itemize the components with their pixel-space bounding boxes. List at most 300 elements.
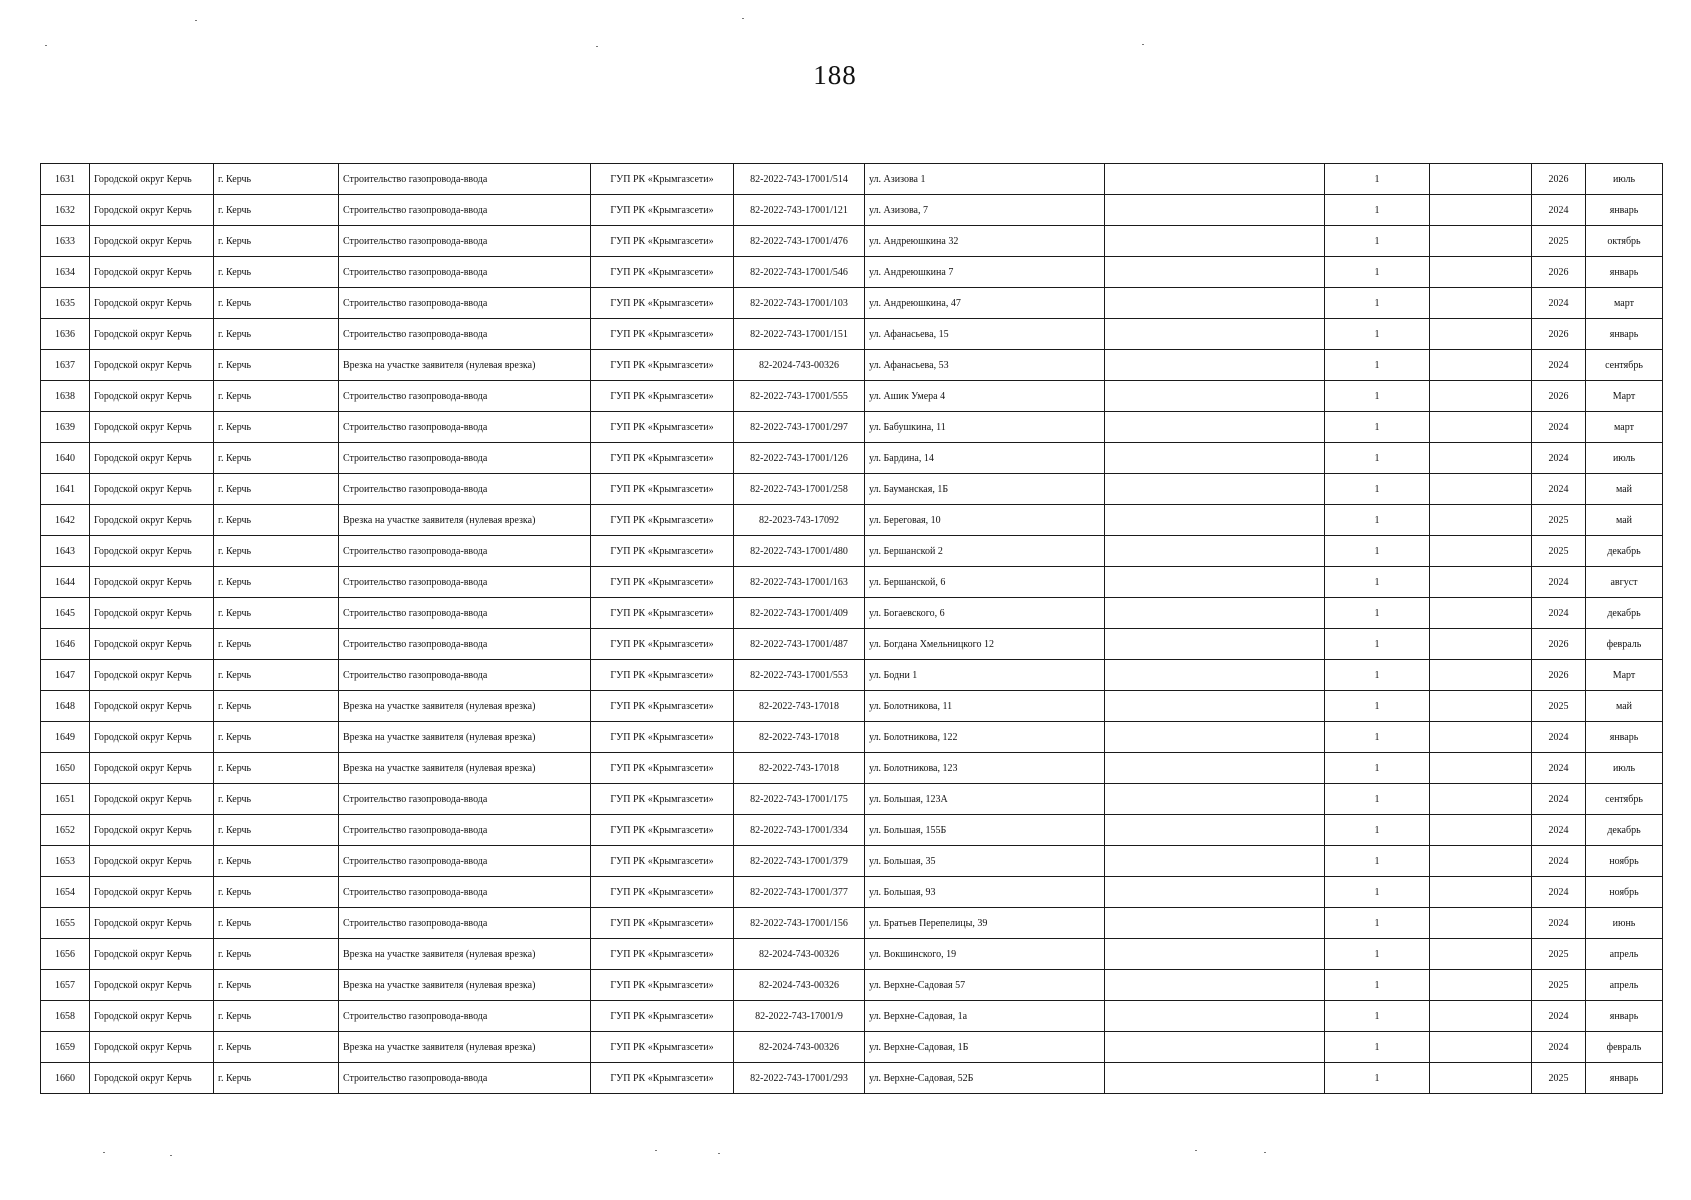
city-cell: г. Керчь (214, 908, 339, 939)
year-cell: 2024 (1532, 195, 1586, 226)
city-cell: г. Керчь (214, 846, 339, 877)
row-number: 1646 (41, 629, 90, 660)
request-code-cell: 82-2022-743-17001/555 (734, 381, 865, 412)
request-code-cell: 82-2022-743-17001/553 (734, 660, 865, 691)
registry-rows (41, 164, 1663, 1094)
region-cell: Городской округ Керчь (90, 722, 214, 753)
table-row (41, 1063, 1663, 1094)
table-row (41, 877, 1663, 908)
city-cell: г. Керчь (214, 505, 339, 536)
region-cell: Городской округ Керчь (90, 567, 214, 598)
empty-cell (1430, 660, 1532, 691)
address-cell: ул. Большая, 155Б (865, 815, 1105, 846)
organization-cell: ГУП РК «Крымгазсети» (591, 536, 734, 567)
quantity-cell: 1 (1325, 350, 1430, 381)
address-cell: ул. Бардина, 14 (865, 443, 1105, 474)
month-cell: март (1586, 288, 1663, 319)
table-row (41, 660, 1663, 691)
address-cell: ул. Ашик Умера 4 (865, 381, 1105, 412)
table-row (41, 598, 1663, 629)
work-type-cell: Строительство газопровода-ввода (339, 288, 591, 319)
row-number: 1642 (41, 505, 90, 536)
row-number: 1636 (41, 319, 90, 350)
organization-cell: ГУП РК «Крымгазсети» (591, 1063, 734, 1094)
region-cell: Городской округ Керчь (90, 877, 214, 908)
address-cell: ул. Андреюшкина, 47 (865, 288, 1105, 319)
region-cell: Городской округ Керчь (90, 412, 214, 443)
empty-cell (1430, 939, 1532, 970)
quantity-cell: 1 (1325, 598, 1430, 629)
table-row (41, 970, 1663, 1001)
row-number: 1653 (41, 846, 90, 877)
address-cell: ул. Большая, 123А (865, 784, 1105, 815)
work-type-cell: Врезка на участке заявителя (нулевая врезка) (339, 970, 591, 1001)
address-cell: ул. Большая, 35 (865, 846, 1105, 877)
request-code-cell: 82-2024-743-00326 (734, 939, 865, 970)
organization-cell: ГУП РК «Крымгазсети» (591, 722, 734, 753)
year-cell: 2024 (1532, 474, 1586, 505)
table-row (41, 443, 1663, 474)
year-cell: 2024 (1532, 753, 1586, 784)
row-number: 1632 (41, 195, 90, 226)
quantity-cell: 1 (1325, 505, 1430, 536)
work-type-cell: Врезка на участке заявителя (нулевая врезка) (339, 722, 591, 753)
empty-cell (1430, 784, 1532, 815)
empty-cell (1105, 164, 1325, 195)
month-cell: январь (1586, 1001, 1663, 1032)
month-cell: ноябрь (1586, 846, 1663, 877)
quantity-cell: 1 (1325, 846, 1430, 877)
work-type-cell: Строительство газопровода-ввода (339, 319, 591, 350)
request-code-cell: 82-2022-743-17001/379 (734, 846, 865, 877)
request-code-cell: 82-2022-743-17001/297 (734, 412, 865, 443)
empty-cell (1105, 753, 1325, 784)
month-cell: январь (1586, 195, 1663, 226)
work-type-cell: Врезка на участке заявителя (нулевая врезка) (339, 691, 591, 722)
table-row (41, 288, 1663, 319)
city-cell: г. Керчь (214, 970, 339, 1001)
address-cell: ул. Афанасьева, 53 (865, 350, 1105, 381)
request-code-cell: 82-2022-743-17001/121 (734, 195, 865, 226)
empty-cell (1430, 722, 1532, 753)
month-cell: сентябрь (1586, 784, 1663, 815)
region-cell: Городской округ Керчь (90, 908, 214, 939)
quantity-cell: 1 (1325, 288, 1430, 319)
organization-cell: ГУП РК «Крымгазсети» (591, 164, 734, 195)
city-cell: г. Керчь (214, 1063, 339, 1094)
organization-cell: ГУП РК «Крымгазсети» (591, 846, 734, 877)
year-cell: 2024 (1532, 815, 1586, 846)
empty-cell (1105, 660, 1325, 691)
organization-cell: ГУП РК «Крымгазсети» (591, 474, 734, 505)
work-type-cell: Строительство газопровода-ввода (339, 908, 591, 939)
year-cell: 2024 (1532, 877, 1586, 908)
city-cell: г. Керчь (214, 939, 339, 970)
city-cell: г. Керчь (214, 877, 339, 908)
work-type-cell: Строительство газопровода-ввода (339, 195, 591, 226)
row-number: 1658 (41, 1001, 90, 1032)
address-cell: ул. Азизова, 7 (865, 195, 1105, 226)
scan-speck (596, 46, 598, 47)
organization-cell: ГУП РК «Крымгазсети» (591, 226, 734, 257)
work-type-cell: Строительство газопровода-ввода (339, 443, 591, 474)
work-type-cell: Строительство газопровода-ввода (339, 412, 591, 443)
empty-cell (1430, 350, 1532, 381)
address-cell: ул. Богаевского, 6 (865, 598, 1105, 629)
organization-cell: ГУП РК «Крымгазсети» (591, 753, 734, 784)
empty-cell (1105, 443, 1325, 474)
quantity-cell: 1 (1325, 815, 1430, 846)
row-number: 1641 (41, 474, 90, 505)
scan-speck (1264, 1152, 1266, 1153)
city-cell: г. Керчь (214, 722, 339, 753)
organization-cell: ГУП РК «Крымгазсети» (591, 288, 734, 319)
address-cell: ул. Верхне-Садовая, 1Б (865, 1032, 1105, 1063)
empty-cell (1430, 505, 1532, 536)
row-number: 1647 (41, 660, 90, 691)
empty-cell (1105, 288, 1325, 319)
city-cell: г. Керчь (214, 815, 339, 846)
year-cell: 2024 (1532, 784, 1586, 815)
city-cell: г. Керчь (214, 350, 339, 381)
request-code-cell: 82-2022-743-17001/163 (734, 567, 865, 598)
table-row (41, 939, 1663, 970)
table-row (41, 505, 1663, 536)
month-cell: май (1586, 474, 1663, 505)
table-row (41, 381, 1663, 412)
year-cell: 2025 (1532, 1063, 1586, 1094)
month-cell: апрель (1586, 939, 1663, 970)
work-type-cell: Строительство газопровода-ввода (339, 226, 591, 257)
row-number: 1639 (41, 412, 90, 443)
region-cell: Городской округ Керчь (90, 1032, 214, 1063)
month-cell: январь (1586, 319, 1663, 350)
year-cell: 2026 (1532, 319, 1586, 350)
region-cell: Городской округ Керчь (90, 753, 214, 784)
address-cell: ул. Андреюшкина 7 (865, 257, 1105, 288)
organization-cell: ГУП РК «Крымгазсети» (591, 195, 734, 226)
month-cell: декабрь (1586, 598, 1663, 629)
month-cell: ноябрь (1586, 877, 1663, 908)
organization-cell: ГУП РК «Крымгазсети» (591, 908, 734, 939)
row-number: 1654 (41, 877, 90, 908)
row-number: 1633 (41, 226, 90, 257)
year-cell: 2024 (1532, 908, 1586, 939)
page-number: 188 (813, 60, 857, 90)
work-type-cell: Строительство газопровода-ввода (339, 877, 591, 908)
city-cell: г. Керчь (214, 567, 339, 598)
region-cell: Городской округ Керчь (90, 195, 214, 226)
address-cell: ул. Братьев Перепелицы, 39 (865, 908, 1105, 939)
empty-cell (1105, 567, 1325, 598)
year-cell: 2024 (1532, 288, 1586, 319)
row-number: 1655 (41, 908, 90, 939)
region-cell: Городской округ Керчь (90, 257, 214, 288)
quantity-cell: 1 (1325, 381, 1430, 412)
row-number: 1657 (41, 970, 90, 1001)
request-code-cell: 82-2022-743-17001/258 (734, 474, 865, 505)
quantity-cell: 1 (1325, 939, 1430, 970)
quantity-cell: 1 (1325, 691, 1430, 722)
request-code-cell: 82-2023-743-17092 (734, 505, 865, 536)
empty-cell (1430, 877, 1532, 908)
year-cell: 2026 (1532, 381, 1586, 412)
year-cell: 2024 (1532, 350, 1586, 381)
table-row (41, 629, 1663, 660)
empty-cell (1105, 1032, 1325, 1063)
empty-cell (1430, 567, 1532, 598)
organization-cell: ГУП РК «Крымгазсети» (591, 412, 734, 443)
region-cell: Городской округ Керчь (90, 474, 214, 505)
city-cell: г. Керчь (214, 319, 339, 350)
year-cell: 2024 (1532, 1032, 1586, 1063)
organization-cell: ГУП РК «Крымгазсети» (591, 815, 734, 846)
organization-cell: ГУП РК «Крымгазсети» (591, 1001, 734, 1032)
request-code-cell: 82-2022-743-17018 (734, 753, 865, 784)
month-cell: февраль (1586, 1032, 1663, 1063)
row-number: 1644 (41, 567, 90, 598)
empty-cell (1430, 598, 1532, 629)
region-cell: Городской округ Керчь (90, 970, 214, 1001)
organization-cell: ГУП РК «Крымгазсети» (591, 443, 734, 474)
quantity-cell: 1 (1325, 753, 1430, 784)
address-cell: ул. Бершанской 2 (865, 536, 1105, 567)
month-cell: март (1586, 412, 1663, 443)
empty-cell (1105, 195, 1325, 226)
empty-cell (1430, 319, 1532, 350)
organization-cell: ГУП РК «Крымгазсети» (591, 877, 734, 908)
table-row (41, 350, 1663, 381)
region-cell: Городской округ Керчь (90, 691, 214, 722)
request-code-cell: 82-2022-743-17018 (734, 722, 865, 753)
quantity-cell: 1 (1325, 629, 1430, 660)
empty-cell (1430, 536, 1532, 567)
month-cell: декабрь (1586, 536, 1663, 567)
empty-cell (1430, 257, 1532, 288)
work-type-cell: Строительство газопровода-ввода (339, 381, 591, 412)
table-row (41, 1001, 1663, 1032)
scan-speck (1142, 44, 1144, 45)
scan-speck (742, 18, 744, 19)
empty-cell (1105, 784, 1325, 815)
request-code-cell: 82-2022-743-17001/151 (734, 319, 865, 350)
quantity-cell: 1 (1325, 319, 1430, 350)
quantity-cell: 1 (1325, 536, 1430, 567)
table-row (41, 164, 1663, 195)
organization-cell: ГУП РК «Крымгазсети» (591, 319, 734, 350)
empty-cell (1430, 846, 1532, 877)
row-number: 1652 (41, 815, 90, 846)
row-number: 1659 (41, 1032, 90, 1063)
work-type-cell: Врезка на участке заявителя (нулевая врезка) (339, 1032, 591, 1063)
request-code-cell: 82-2022-743-17001/409 (734, 598, 865, 629)
city-cell: г. Керчь (214, 257, 339, 288)
work-type-cell: Строительство газопровода-ввода (339, 164, 591, 195)
organization-cell: ГУП РК «Крымгазсети» (591, 970, 734, 1001)
request-code-cell: 82-2022-743-17001/377 (734, 877, 865, 908)
table-row (41, 195, 1663, 226)
month-cell: октябрь (1586, 226, 1663, 257)
empty-cell (1105, 412, 1325, 443)
year-cell: 2024 (1532, 443, 1586, 474)
city-cell: г. Керчь (214, 784, 339, 815)
empty-cell (1105, 908, 1325, 939)
quantity-cell: 1 (1325, 970, 1430, 1001)
request-code-cell: 82-2022-743-17018 (734, 691, 865, 722)
year-cell: 2025 (1532, 536, 1586, 567)
year-cell: 2025 (1532, 939, 1586, 970)
quantity-cell: 1 (1325, 660, 1430, 691)
empty-cell (1105, 1001, 1325, 1032)
city-cell: г. Керчь (214, 164, 339, 195)
empty-cell (1105, 226, 1325, 257)
empty-cell (1430, 443, 1532, 474)
quantity-cell: 1 (1325, 1063, 1430, 1094)
row-number: 1660 (41, 1063, 90, 1094)
work-type-cell: Строительство газопровода-ввода (339, 660, 591, 691)
quantity-cell: 1 (1325, 195, 1430, 226)
scan-speck (655, 1150, 657, 1151)
quantity-cell: 1 (1325, 567, 1430, 598)
year-cell: 2026 (1532, 660, 1586, 691)
empty-cell (1105, 815, 1325, 846)
request-code-cell: 82-2022-743-17001/156 (734, 908, 865, 939)
quantity-cell: 1 (1325, 877, 1430, 908)
empty-cell (1105, 474, 1325, 505)
empty-cell (1430, 288, 1532, 319)
row-number: 1645 (41, 598, 90, 629)
quantity-cell: 1 (1325, 412, 1430, 443)
year-cell: 2024 (1532, 567, 1586, 598)
city-cell: г. Керчь (214, 443, 339, 474)
address-cell: ул. Бабушкина, 11 (865, 412, 1105, 443)
address-cell: ул. Вокшинского, 19 (865, 939, 1105, 970)
month-cell: январь (1586, 257, 1663, 288)
region-cell: Городской округ Керчь (90, 164, 214, 195)
work-type-cell: Строительство газопровода-ввода (339, 784, 591, 815)
request-code-cell: 82-2022-743-17001/175 (734, 784, 865, 815)
empty-cell (1430, 474, 1532, 505)
empty-cell (1430, 970, 1532, 1001)
request-code-cell: 82-2022-743-17001/293 (734, 1063, 865, 1094)
month-cell: апрель (1586, 970, 1663, 1001)
request-code-cell: 82-2022-743-17001/476 (734, 226, 865, 257)
quantity-cell: 1 (1325, 443, 1430, 474)
year-cell: 2024 (1532, 846, 1586, 877)
city-cell: г. Керчь (214, 288, 339, 319)
city-cell: г. Керчь (214, 1001, 339, 1032)
region-cell: Городской округ Керчь (90, 846, 214, 877)
year-cell: 2026 (1532, 257, 1586, 288)
organization-cell: ГУП РК «Крымгазсети» (591, 350, 734, 381)
year-cell: 2025 (1532, 226, 1586, 257)
request-code-cell: 82-2024-743-00326 (734, 1032, 865, 1063)
region-cell: Городской округ Керчь (90, 629, 214, 660)
month-cell: июнь (1586, 908, 1663, 939)
empty-cell (1430, 412, 1532, 443)
city-cell: г. Керчь (214, 474, 339, 505)
address-cell: ул. Бершанской, 6 (865, 567, 1105, 598)
row-number: 1635 (41, 288, 90, 319)
work-type-cell: Строительство газопровода-ввода (339, 815, 591, 846)
row-number: 1640 (41, 443, 90, 474)
year-cell: 2024 (1532, 722, 1586, 753)
month-cell: январь (1586, 722, 1663, 753)
work-type-cell: Строительство газопровода-ввода (339, 1001, 591, 1032)
region-cell: Городской округ Керчь (90, 1063, 214, 1094)
empty-cell (1430, 226, 1532, 257)
organization-cell: ГУП РК «Крымгазсети» (591, 660, 734, 691)
city-cell: г. Керчь (214, 629, 339, 660)
empty-cell (1430, 691, 1532, 722)
city-cell: г. Керчь (214, 381, 339, 412)
quantity-cell: 1 (1325, 722, 1430, 753)
city-cell: г. Керчь (214, 753, 339, 784)
quantity-cell: 1 (1325, 908, 1430, 939)
region-cell: Городской округ Керчь (90, 784, 214, 815)
scan-speck (103, 1152, 105, 1153)
organization-cell: ГУП РК «Крымгазсети» (591, 691, 734, 722)
empty-cell (1105, 319, 1325, 350)
empty-cell (1105, 691, 1325, 722)
region-cell: Городской округ Керчь (90, 598, 214, 629)
month-cell: Март (1586, 381, 1663, 412)
work-type-cell: Врезка на участке заявителя (нулевая врезка) (339, 505, 591, 536)
scan-speck (45, 45, 47, 46)
empty-cell (1430, 908, 1532, 939)
row-number: 1648 (41, 691, 90, 722)
region-cell: Городской округ Керчь (90, 815, 214, 846)
address-cell: ул. Андреюшкина 32 (865, 226, 1105, 257)
request-code-cell: 82-2022-743-17001/103 (734, 288, 865, 319)
month-cell: Март (1586, 660, 1663, 691)
month-cell: декабрь (1586, 815, 1663, 846)
empty-cell (1430, 629, 1532, 660)
city-cell: г. Керчь (214, 412, 339, 443)
scan-speck (170, 1155, 172, 1156)
city-cell: г. Керчь (214, 691, 339, 722)
quantity-cell: 1 (1325, 1001, 1430, 1032)
table-row (41, 691, 1663, 722)
city-cell: г. Керчь (214, 226, 339, 257)
row-number: 1656 (41, 939, 90, 970)
organization-cell: ГУП РК «Крымгазсети» (591, 598, 734, 629)
table-row (41, 474, 1663, 505)
row-number: 1637 (41, 350, 90, 381)
organization-cell: ГУП РК «Крымгазсети» (591, 381, 734, 412)
address-cell: ул. Верхне-Садовая, 52Б (865, 1063, 1105, 1094)
work-type-cell: Врезка на участке заявителя (нулевая врезка) (339, 350, 591, 381)
request-code-cell: 82-2022-743-17001/480 (734, 536, 865, 567)
empty-cell (1105, 257, 1325, 288)
city-cell: г. Керчь (214, 598, 339, 629)
address-cell: ул. Болотникова, 11 (865, 691, 1105, 722)
city-cell: г. Керчь (214, 1032, 339, 1063)
empty-cell (1105, 598, 1325, 629)
table-row (41, 753, 1663, 784)
organization-cell: ГУП РК «Крымгазсети» (591, 939, 734, 970)
month-cell: июль (1586, 443, 1663, 474)
year-cell: 2026 (1532, 164, 1586, 195)
empty-cell (1430, 1063, 1532, 1094)
table-row (41, 908, 1663, 939)
table-row (41, 226, 1663, 257)
table-row (41, 1032, 1663, 1063)
organization-cell: ГУП РК «Крымгазсети» (591, 629, 734, 660)
table-row (41, 846, 1663, 877)
work-type-cell: Строительство газопровода-ввода (339, 629, 591, 660)
organization-cell: ГУП РК «Крымгазсети» (591, 505, 734, 536)
